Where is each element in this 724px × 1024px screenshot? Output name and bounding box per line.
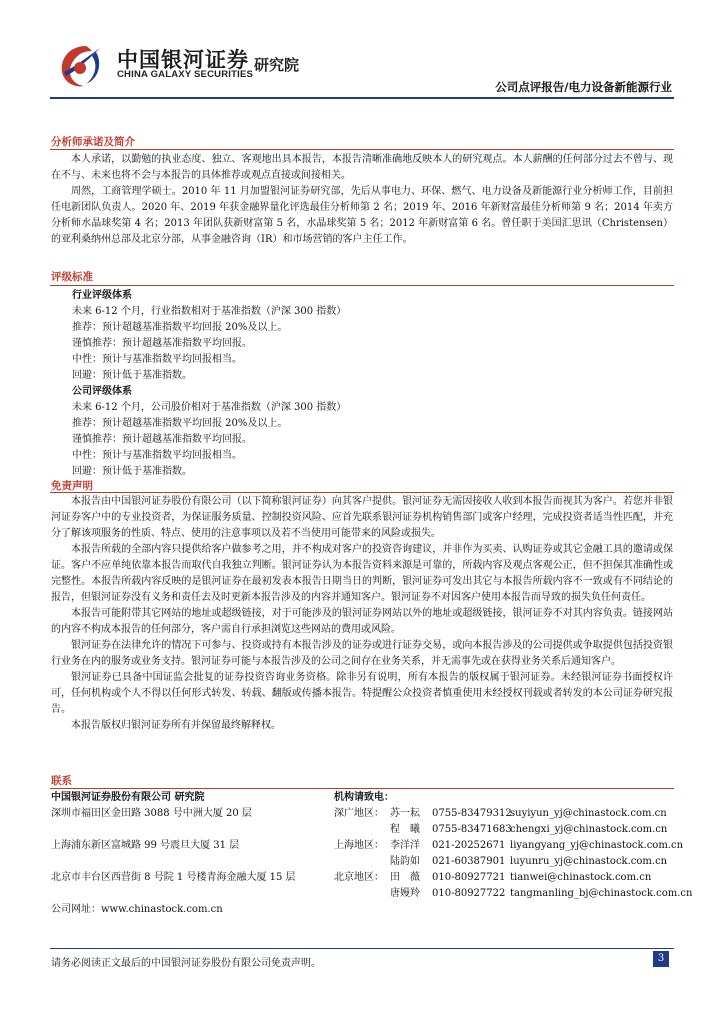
contact-person-row — [334, 870, 674, 886]
contact-person-row — [334, 886, 693, 902]
industry-rating-line: 中性：预计与基准指数平均回报相当。 — [72, 354, 242, 365]
person-email[interactable]: tangmanling_bj@chinastock.com.cn — [510, 888, 693, 899]
contact-person-row — [334, 822, 674, 838]
company-rating-line: 未来 6-12 个月，公司股价相对于基准指数（沪深 300 指数） — [72, 402, 347, 413]
person-phone: 0755-83471683 — [432, 824, 512, 835]
rating-section-title: 评级标准 — [51, 271, 93, 283]
person-email[interactable]: suyiyun_yj@chinastock.com.cn — [510, 808, 667, 819]
region-label: 北京地区： — [334, 872, 384, 883]
report-type: 公司点评报告/电力设备新能源行业 — [495, 80, 672, 94]
person-name: 陆韵如 — [390, 856, 420, 867]
region-label: 深广地区： — [334, 808, 384, 819]
analyst-divider — [50, 149, 674, 150]
person-email[interactable]: tianwei@chinastock.com.cn — [510, 872, 652, 883]
galaxy-logo-icon — [56, 42, 104, 90]
header-divider — [50, 97, 674, 99]
person-phone: 010-80927722 — [432, 888, 506, 899]
person-email[interactable]: chengxi_yj@chinastock.com.cn — [510, 824, 668, 835]
brand-name-en: CHINA GALAXY SECURITIES — [117, 69, 254, 80]
industry-rating-line: 谨慎推荐：预计超越基准指数平均回报。 — [72, 338, 252, 349]
website-row — [51, 902, 296, 918]
rating-body — [72, 288, 632, 480]
contact-person-row — [334, 806, 674, 822]
person-phone: 021-60387901 — [432, 856, 506, 867]
website-label: 公司网址： — [51, 904, 101, 915]
industry-rating-line: 未来 6-12 个月，行业指数相对于基准指数（沪深 300 指数） — [72, 306, 347, 317]
person-name: 程 曦 — [390, 824, 420, 835]
region-list — [334, 806, 693, 902]
disclaimer-paragraph: 本报告版权归银河证券所有并保留最终解释权。 — [71, 720, 281, 731]
industry-rating-heading: 行业评级体系 — [72, 290, 132, 301]
company-rating-line: 中性：预计与基准指数平均回报相当。 — [72, 450, 242, 461]
website-link[interactable]: www.chinastock.com.cn — [101, 904, 223, 915]
analyst-paragraph: 周然，工商管理学硕士。2010 年 11 月加盟银河证券研究部，先后从事电力、环保、燃气、电力设备及新能源行业分析师工作，目前担任电新团队负责人。2020 年、2019 年获金融界量化评选最佳分析师第 2 名；2019 年、2016 年新财富最佳分析师第 9 名；2014 年卖方分析师水晶球奖第 4 名；2013 年团队获新财富第 5 名，水晶球奖第 5 名；2012 年新财富第 6 名。曾任职于美国汇思讯（Christensen）的亚利桑纳州总部及北京分部，从事金融咨询（IR）和市场营销的客户主任工作。 — [51, 186, 673, 245]
company-name: 中国银河证券股份有限公司 研究院 — [51, 792, 205, 803]
person-name: 田 薇 — [390, 872, 420, 883]
footer-disclaimer-note: 请务必阅读正文最后的中国银河证券股份有限公司免责声明。 — [51, 958, 321, 969]
institute-label: 研究院 — [254, 56, 300, 74]
person-name: 唐嫚羚 — [390, 888, 420, 899]
brand-name-cn: 中国银河证券 — [117, 48, 249, 72]
disclaimer-paragraph: 本报告可能附带其它网站的地址或超级链接，对于可能涉及的银河证券网站以外的地址或超级链接，银河证券不对其内容负责。链接网站的内容不构成本报告的任何部分，客户需自行承担浏览这些网站的费用或风险。 — [51, 608, 673, 635]
person-email[interactable]: luyunru_yj@chinastock.com.cn — [510, 856, 668, 867]
person-phone: 021-20252671 — [432, 840, 506, 851]
analyst-paragraph: 本人承诺，以勤勉的执业态度、独立、客观地出具本报告，本报告清晰准确地反映本人的研究观点。本人薪酬的任何部分过去不曾与、现在不与、未来也将不会与本报告的具体推荐或观点直接或间接相关。 — [51, 154, 673, 181]
disclaimer-paragraph: 本报告由中国银河证券股份有限公司（以下简称银河证券）向其客户提供。银河证券无需因接收人收到本报告而视其为客户。若您并非银河证券客户中的专业投资者，为保证服务质量、控制投资风险、应首先联系银河证券机构销售部门或客户经理，完成投资者适当性匹配，并充分了解该项服务的性质、特点、使用的注意事项以及若不当使用可能带来的风险或损失。 — [51, 496, 673, 539]
rating-divider — [50, 285, 674, 286]
person-phone: 010-80927721 — [432, 872, 506, 883]
company-rating-line: 回避：预计低于基准指数。 — [72, 466, 192, 477]
company-rating-heading: 公司评级体系 — [72, 386, 132, 397]
footer-divider — [50, 948, 674, 949]
analyst-section-title: 分析师承诺及简介 — [51, 136, 135, 148]
contact-left — [51, 790, 296, 918]
agency-heading: 机构请致电： — [334, 792, 394, 803]
contact-right — [334, 790, 693, 902]
person-phone: 0755-83479312 — [432, 808, 512, 819]
disclaimer-body — [51, 494, 673, 734]
region-label: 上海地区： — [334, 840, 384, 851]
address-shanghai: 上海浦东新区富城路 99 号震旦大厦 31 层 — [51, 840, 240, 851]
person-name: 李洋洋 — [390, 840, 420, 851]
page-number: 3 — [653, 951, 669, 967]
address-shenzhen: 深圳市福田区金田路 3088 号中洲大厦 20 层 — [51, 808, 252, 819]
contact-section-title: 联系 — [51, 775, 72, 787]
person-name: 苏一耘 — [390, 808, 420, 819]
analyst-body — [51, 152, 673, 248]
company-rating-line: 推荐：预计超越基准指数平均回报 20%及以上。 — [72, 418, 288, 429]
company-rating-line: 谨慎推荐：预计超越基准指数平均回报。 — [72, 434, 252, 445]
disclaimer-paragraph: 银河证券在法律允许的情况下可参与、投资或持有本报告涉及的证券或进行证券交易，或向本报告涉及的公司提供或争取提供包括投资银行业务在内的服务或业务支持。银河证券可能与本报告涉及的公司之间存在业务关系，并无需事先或在获得业务关系后通知客户。 — [51, 640, 673, 667]
contact-person-row — [334, 854, 674, 870]
disclaimer-divider — [50, 492, 674, 493]
disclaimer-section-title: 免责声明 — [51, 480, 93, 492]
address-beijing: 北京市丰台区西营街 8 号院 1 号楼青海金融大厦 15 层 — [51, 872, 296, 883]
industry-rating-line: 推荐：预计超越基准指数平均回报 20%及以上。 — [72, 322, 288, 333]
industry-rating-line: 回避：预计低于基准指数。 — [72, 370, 192, 381]
disclaimer-paragraph: 银河证券已具备中国证监会批复的证券投资咨询业务资格。除非另有说明，所有本报告的版权属于银河证券。未经银河证券书面授权许可，任何机构或个人不得以任何形式转发、转载、翻版或传播本报告。特提醒公众投资者慎重使用未经授权刊载或者转发的本公司证券研究报告。 — [51, 672, 673, 715]
disclaimer-paragraph: 本报告所载的全部内容只提供给客户做参考之用，并不构成对客户的投资咨询建议，并非作为买卖、认购证券或其它金融工具的邀请或保证。客户不应单纯依靠本报告而取代自我独立判断。银河证券认为本报告资料来源是可靠的，所载内容及观点客观公正，但不担保其准确性或完整性。本报告所载内容反映的是银河证券在最初发表本报告日期当日的判断，银河证券可发出其它与本报告所载内容不一致或有不同结论的报告，但银河证券没有义务和责任去及时更新本报告涉及的内容并通知客户。银河证券不对因客户使用本报告而导致的损失负任何责任。 — [51, 544, 673, 603]
person-email[interactable]: liyangyang_yj@chinastock.com.cn — [510, 840, 684, 851]
contact-person-row — [334, 838, 684, 854]
contact-divider — [50, 788, 674, 789]
